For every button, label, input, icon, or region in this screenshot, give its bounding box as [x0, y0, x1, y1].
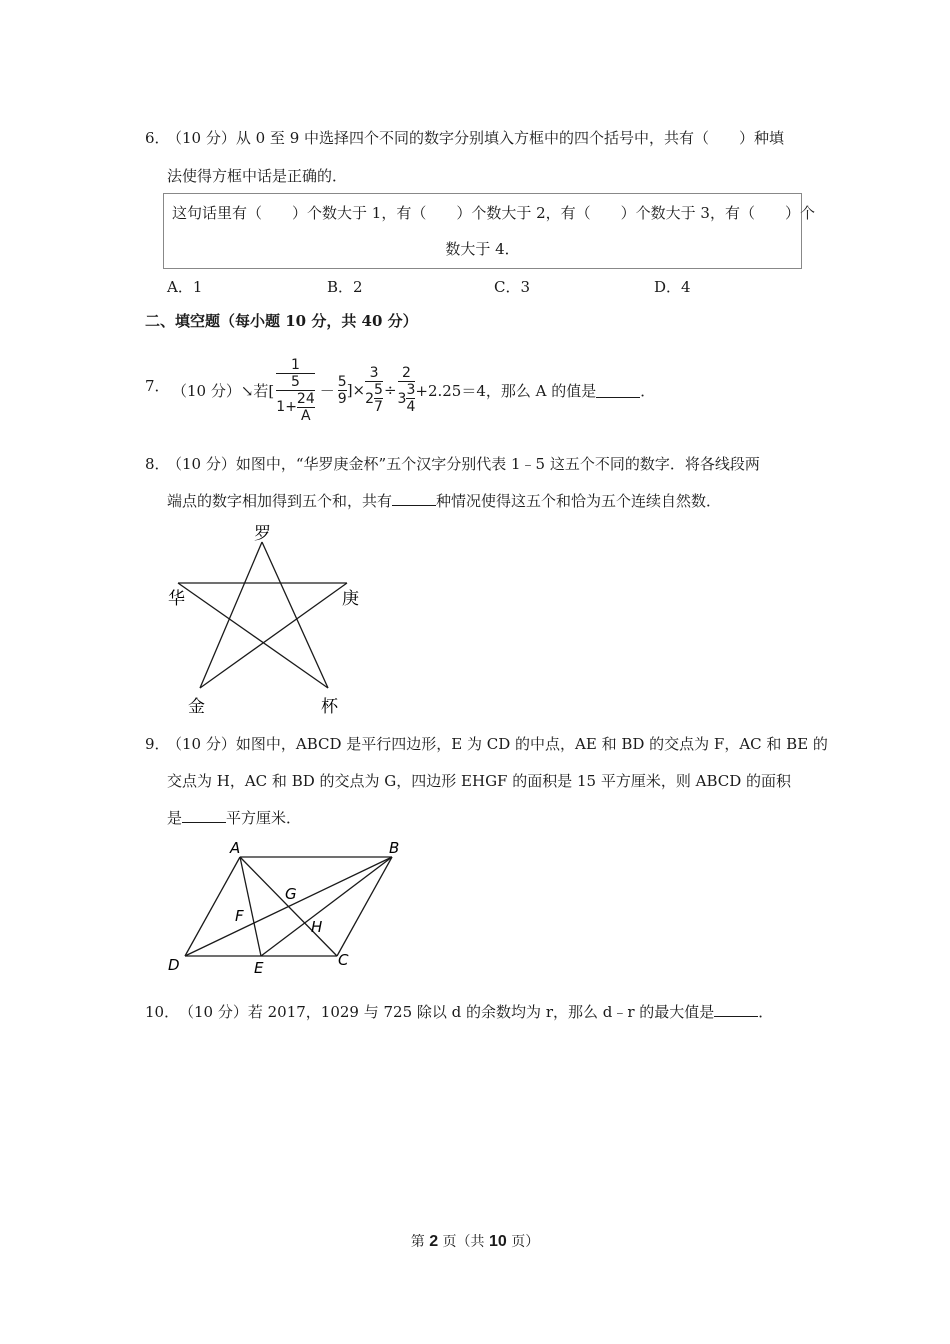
q6-option-a: A．1	[167, 278, 203, 296]
q8-line2-part1: 端点的数字相加得到五个和，共有	[167, 492, 393, 510]
q7-f3-whole: 2	[365, 390, 375, 407]
q7-f2-den: 9	[337, 390, 347, 407]
q9-text-line1: （10 分）如图中，ABCD 是平行四边形，E 为 CD 的中点，AE 和 BD 的交点为 F，AC 和 BE 的	[167, 735, 828, 753]
segment-bc	[337, 857, 392, 956]
q6-option-b: B．2	[327, 278, 363, 296]
q7-f4-whole: 3	[397, 390, 407, 407]
footer-suffix: 页）	[506, 1234, 540, 1250]
q8-star-figure	[160, 520, 370, 720]
star-label-bottom-right: 杯	[321, 697, 338, 717]
q9-text-line2: 交点为 H，AC 和 BD 的交点为 G，四边形 EHGF 的面积是 15 平方厘米，则 ABCD 的面积	[167, 772, 792, 790]
footer-page-number: 2	[429, 1233, 439, 1250]
q10-end: ．	[758, 1003, 774, 1021]
q7-f4-inner-num: 3	[406, 382, 416, 398]
label-a: A	[230, 839, 241, 857]
star-label-right: 庚	[342, 589, 359, 609]
q6-option-c: C．3	[494, 278, 531, 296]
q7-number: 7．	[145, 377, 170, 395]
q7-f3-den	[365, 382, 383, 415]
label-h: H	[311, 918, 323, 936]
q7-f1-mid: 5	[291, 373, 300, 390]
label-b: B	[389, 839, 400, 857]
star-label-bottom-left: 金	[188, 697, 205, 717]
q9-line3-part1: 是	[167, 809, 183, 827]
label-e: E	[254, 959, 264, 977]
q6-statement-box	[163, 193, 815, 269]
q7-f1-inner	[297, 391, 315, 424]
q8-answer-blank[interactable]	[392, 491, 436, 506]
q7-fraction-4	[398, 365, 416, 415]
label-c: C	[338, 951, 349, 969]
q7-f1-inner-num: 24	[296, 390, 315, 407]
footer-total-pages: 10	[489, 1233, 507, 1250]
q7-times: ]×	[346, 381, 366, 399]
q10-text-body: （10 分）若 2017，1029 与 725 除以 d 的余数均为 r，那么 d﹣r 的最大值是	[179, 1003, 715, 1021]
segment-da	[185, 857, 240, 956]
q7-suffix: +2.25＝4，那么 A 的值是	[415, 381, 597, 400]
footer-prefix: 第	[410, 1234, 430, 1250]
q7-f4-inner-den: 4	[406, 399, 416, 415]
q6-box-line1: 这句话里有（ ）个数大于 1，有（ ）个数大于 2，有（ ）个数大于 3，有（ ）个	[172, 204, 815, 222]
q8-number: 8．	[145, 455, 170, 473]
q10-text	[179, 1001, 773, 1022]
q7-fraction-3	[365, 365, 383, 415]
q8-text-line2	[167, 490, 721, 511]
q6-number: 6．	[145, 129, 170, 147]
q10-number: 10．	[145, 1003, 180, 1021]
q7-prefix: （10 分）↘若[	[172, 381, 275, 400]
label-g: G	[285, 885, 297, 903]
q7-f4-den	[398, 382, 416, 415]
segment-be	[261, 857, 392, 956]
q7-minus: －	[319, 381, 335, 400]
segment-bd	[185, 857, 392, 956]
label-d: D	[168, 956, 180, 974]
q7-f4-inner	[406, 382, 415, 415]
q9-answer-blank[interactable]	[182, 808, 226, 823]
q7-equation	[172, 345, 655, 435]
page-footer	[0, 1231, 950, 1251]
q9-number: 9．	[145, 735, 170, 753]
section-heading: 二、填空题（每小题 10 分，共 40 分）	[145, 312, 418, 330]
q7-fraction-2	[338, 374, 347, 407]
q10-answer-blank[interactable]	[714, 1002, 758, 1017]
q7-f3-num: 3	[369, 365, 379, 381]
q6-text-line1: （10 分）从 0 至 9 中选择四个不同的数字分别填入方框中的四个括号中，共有（ ）种填	[167, 129, 785, 147]
star-label-top: 罗	[254, 524, 271, 544]
star-edge	[262, 542, 328, 688]
q8-line2-part2: 种情况使得这五个和恰为五个连续自然数．	[436, 492, 722, 510]
q7-f4-num: 2	[401, 365, 411, 381]
q7-fraction-1	[276, 357, 314, 424]
q7-f1-top: 1	[291, 356, 300, 373]
q7-f3-inner-num: 5	[374, 382, 383, 398]
q7-f3-inner-den: 7	[374, 399, 383, 415]
star-edge	[178, 583, 328, 688]
q6-box-line2: 数大于 4．	[445, 240, 520, 258]
q6-text-line2: 法使得方框中话是正确的．	[167, 167, 348, 185]
q7-answer-blank[interactable]	[596, 383, 640, 398]
q7-f2-num: 5	[337, 373, 347, 390]
q7-f3-inner	[374, 382, 383, 415]
q6-option-d: D．4	[654, 278, 691, 296]
q7-f1-whole: 1+	[276, 399, 297, 415]
q7-divide: ÷	[383, 381, 397, 399]
q9-parallelogram-figure	[160, 835, 410, 980]
q9-text-line3	[167, 807, 301, 828]
q7-end: ．	[640, 381, 656, 400]
q9-line3-part2: 平方厘米．	[226, 809, 302, 827]
label-f: F	[235, 907, 244, 925]
footer-middle: 页（共	[438, 1234, 489, 1250]
star-label-left: 华	[168, 589, 185, 609]
q7-f1-bottom	[276, 391, 314, 424]
q7-f1-inner-den: A	[301, 407, 311, 424]
q8-text-line1: （10 分）如图中，“华罗庚金杯”五个汉字分别代表 1﹣5 这五个不同的数字．将各线段两	[167, 455, 760, 473]
